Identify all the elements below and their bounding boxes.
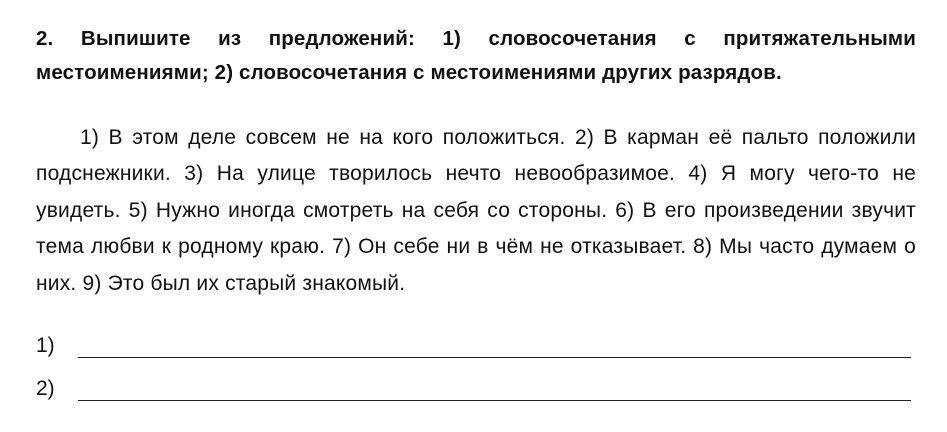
answer-number: 1) <box>36 334 55 357</box>
answer-number: 2) <box>36 377 55 400</box>
answer-line <box>78 357 911 358</box>
task-instruction: 2. Выпишите из предложений: 1) словосочетания с притяжательными местоимениями; 2) словосочетания с местоимениями других разрядов. <box>36 27 916 84</box>
exercise-sentences: 1) В этом деле совсем не на кого положиться. 2) В карман её пальто положили подснежники. 3) На улице творилось нечто невообразимое. 4) Я могу чего-то не увидеть. 5) Нужно иногда смотреть на себя со стороны. 6) В его произведении звучит тема любви к родному краю. 7) Он себе ни в чём не отказывает. 8) Мы часто думаем о них. 9) Это был их старый знакомый. <box>36 126 916 295</box>
answer-line <box>78 400 911 401</box>
answer-row-2 <box>36 374 911 410</box>
answer-row-1 <box>36 331 911 367</box>
